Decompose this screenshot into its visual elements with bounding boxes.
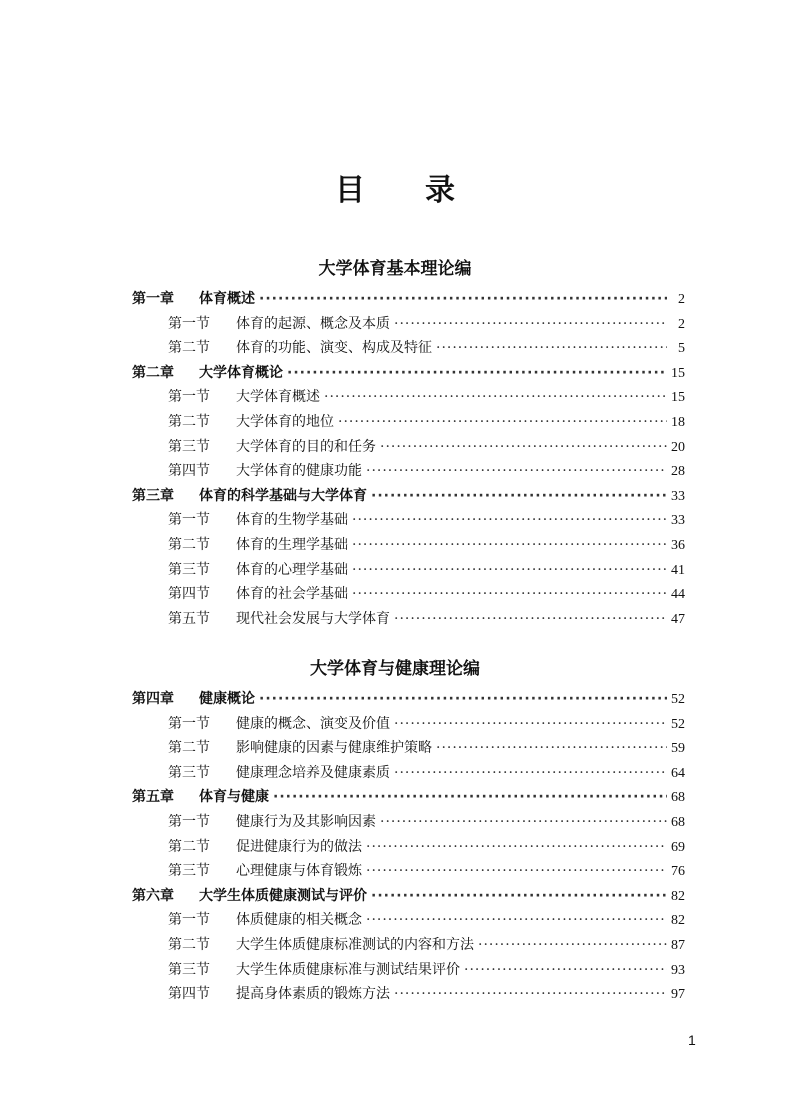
toc-part-2 (132, 688, 685, 1008)
entry-title: 提高身体素质的锻炼方法 (236, 986, 390, 1003)
toc-chapter-entry[interactable] (132, 885, 685, 910)
toc-section-entry[interactable] (132, 909, 685, 934)
leader-dots (324, 389, 667, 405)
entry-number: 第一节 (168, 813, 210, 830)
entry-page: 28 (671, 464, 685, 480)
entry-title: 健康概论 (199, 691, 255, 707)
toc-chapter-entry[interactable] (132, 485, 685, 510)
toc-section-entry[interactable] (132, 762, 685, 787)
entry-title: 大学体育概论 (199, 364, 283, 381)
entry-page: 82 (671, 913, 685, 929)
entry-number: 第一章 (132, 291, 174, 307)
entry-page: 20 (671, 439, 685, 455)
entry-number: 第四节 (168, 463, 210, 480)
entry-number: 第五章 (132, 789, 174, 806)
leader-dots (436, 740, 667, 756)
entry-title: 大学生体质健康测试与评价 (199, 887, 367, 904)
entry-page: 44 (671, 587, 685, 603)
toc-chapter-entry[interactable] (132, 688, 685, 713)
entry-page: 33 (671, 488, 685, 504)
page-title: 目录 (335, 173, 515, 208)
part-heading-2: 大学体育与健康理论编 (310, 659, 480, 679)
entry-title: 体质健康的相关概念 (236, 912, 362, 929)
entry-page: 15 (671, 390, 685, 406)
entry-page: 68 (671, 814, 685, 830)
toc-section-entry[interactable] (132, 509, 685, 534)
entry-number: 第二节 (168, 536, 210, 553)
toc-section-entry[interactable] (132, 559, 685, 584)
page-number: 1 (688, 1032, 696, 1048)
entry-title: 体育的生理学基础 (236, 536, 348, 553)
leader-dots (380, 439, 667, 455)
entry-title: 体育的心理学基础 (236, 561, 348, 578)
entry-title: 体育概述 (199, 291, 255, 307)
entry-number: 第一节 (168, 315, 210, 332)
entry-page: 82 (671, 888, 685, 904)
toc-section-entry[interactable] (132, 583, 685, 608)
entry-number: 第三节 (168, 561, 210, 578)
entry-page: 97 (671, 987, 685, 1003)
entry-number: 第三节 (168, 438, 210, 455)
entry-number: 第二节 (168, 838, 210, 855)
entry-title: 现代社会发展与大学体育 (236, 610, 390, 627)
toc-chapter-entry[interactable] (132, 362, 685, 387)
leader-dots (371, 888, 667, 904)
toc-section-entry[interactable] (132, 737, 685, 762)
leader-dots (259, 291, 667, 307)
leader-dots (366, 463, 667, 479)
leader-dots (352, 512, 667, 528)
entry-title: 体育的功能、演变、构成及特征 (236, 340, 432, 357)
leader-dots (366, 863, 667, 879)
entry-page: 68 (671, 790, 685, 806)
entry-number: 第二章 (132, 364, 174, 381)
entry-title: 健康的概念、演变及价值 (236, 715, 390, 732)
entry-page: 5 (678, 341, 685, 357)
entry-page: 41 (671, 562, 685, 578)
entry-page: 59 (671, 741, 685, 757)
leader-dots (394, 986, 667, 1002)
entry-page: 93 (671, 962, 685, 978)
leader-dots (478, 937, 667, 953)
entry-title: 促进健康行为的做法 (236, 838, 362, 855)
toc-section-entry[interactable] (132, 460, 685, 485)
entry-number: 第四节 (168, 986, 210, 1003)
entry-title: 大学体育的地位 (236, 413, 334, 430)
leader-dots (273, 789, 667, 805)
entry-title: 体育的生物学基础 (236, 512, 348, 529)
entry-page: 87 (671, 937, 685, 953)
toc-section-entry[interactable] (132, 983, 685, 1008)
entry-number: 第三节 (168, 764, 210, 781)
leader-dots (464, 962, 667, 978)
entry-number: 第一节 (168, 389, 210, 406)
entry-number: 第五节 (168, 610, 210, 627)
entry-page: 15 (671, 365, 685, 381)
leader-dots (394, 611, 667, 627)
entry-page: 18 (671, 414, 685, 430)
entry-page: 64 (671, 765, 685, 781)
toc-section-entry[interactable] (132, 436, 685, 461)
entry-number: 第六章 (132, 887, 174, 904)
entry-title: 体育的社会学基础 (236, 586, 348, 603)
entry-number: 第三章 (132, 487, 174, 504)
toc-section-entry[interactable] (132, 713, 685, 738)
leader-dots (352, 562, 667, 578)
toc-part-1 (132, 288, 685, 632)
entry-title: 健康行为及其影响因素 (236, 813, 376, 830)
toc-section-entry[interactable] (132, 934, 685, 959)
entry-title: 大学生体质健康标准与测试结果评价 (236, 961, 460, 978)
entry-number: 第二节 (168, 936, 210, 953)
entry-page: 47 (671, 611, 685, 627)
entry-number: 第一节 (168, 715, 210, 732)
toc-chapter-entry[interactable] (132, 288, 685, 313)
toc-section-entry[interactable] (132, 836, 685, 861)
toc-section-entry[interactable] (132, 959, 685, 984)
entry-page: 2 (678, 316, 685, 332)
entry-title: 体育的科学基础与大学体育 (199, 487, 367, 504)
entry-page: 52 (671, 716, 685, 732)
entry-title: 大学体育的目的和任务 (236, 438, 376, 455)
entry-title: 大学体育的健康功能 (236, 463, 362, 480)
toc-chapter-entry[interactable] (132, 786, 685, 811)
entry-page: 76 (671, 864, 685, 880)
entry-page: 33 (671, 513, 685, 529)
toc-section-entry[interactable] (132, 313, 685, 338)
entry-title: 心理健康与体育锻炼 (236, 863, 362, 880)
entry-title: 体育的起源、概念及本质 (236, 315, 390, 332)
toc-section-entry[interactable] (132, 608, 685, 633)
leader-dots (371, 488, 667, 504)
entry-number: 第一节 (168, 912, 210, 929)
leader-dots (338, 414, 667, 430)
toc-section-entry[interactable] (132, 411, 685, 436)
entry-title: 大学生体质健康标准测试的内容和方法 (236, 936, 474, 953)
toc-section-entry[interactable] (132, 386, 685, 411)
leader-dots (394, 316, 667, 332)
toc-section-entry[interactable] (132, 337, 685, 362)
toc-section-entry[interactable] (132, 811, 685, 836)
toc-section-entry[interactable] (132, 534, 685, 559)
leader-dots (436, 340, 667, 356)
leader-dots (366, 839, 667, 855)
leader-dots (352, 586, 667, 602)
toc-section-entry[interactable] (132, 860, 685, 885)
entry-number: 第四章 (132, 691, 174, 707)
entry-number: 第二节 (168, 340, 210, 357)
entry-page: 36 (671, 537, 685, 553)
entry-page: 69 (671, 839, 685, 855)
entry-number: 第三节 (168, 863, 210, 880)
leader-dots (287, 365, 667, 381)
entry-number: 第一节 (168, 512, 210, 529)
leader-dots (259, 691, 667, 707)
leader-dots (394, 765, 667, 781)
entry-number: 第二节 (168, 413, 210, 430)
entry-number: 第四节 (168, 586, 210, 603)
entry-title: 影响健康的因素与健康维护策略 (236, 740, 432, 757)
entry-number: 第二节 (168, 740, 210, 757)
part-heading-1: 大学体育基本理论编 (318, 259, 472, 279)
entry-title: 健康理念培养及健康素质 (236, 764, 390, 781)
leader-dots (366, 912, 667, 928)
entry-title: 体育与健康 (199, 789, 269, 806)
entry-page: 2 (678, 292, 685, 307)
entry-title: 大学体育概述 (236, 389, 320, 406)
entry-page: 52 (671, 692, 685, 707)
leader-dots (380, 814, 667, 830)
leader-dots (352, 537, 667, 553)
leader-dots (394, 716, 667, 732)
entry-number: 第三节 (168, 961, 210, 978)
